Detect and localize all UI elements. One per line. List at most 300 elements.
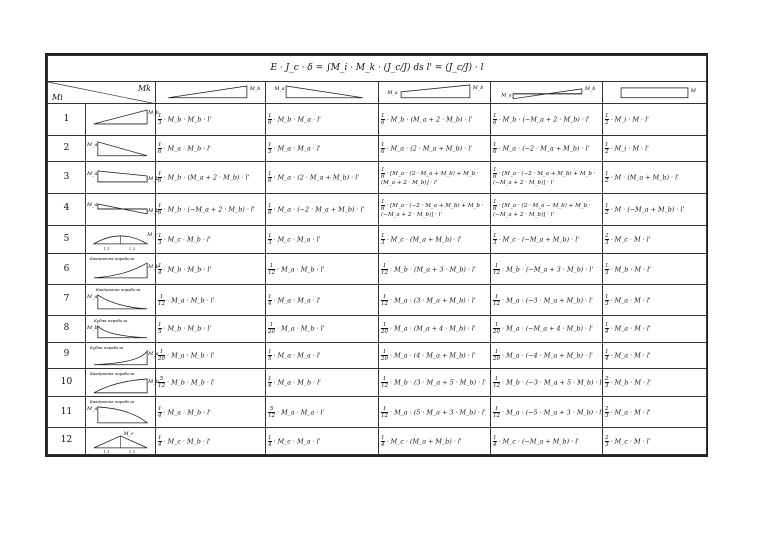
svg-text:l_1: l_1 [103, 448, 110, 455]
denominator: 4 [158, 412, 162, 419]
formula-text: · M_c · M_a · l' [273, 235, 321, 244]
svg-text:M_a: M_a [274, 85, 285, 92]
moment-diagram-icon [86, 316, 155, 342]
denominator: 12 [493, 269, 500, 276]
formula-text: · M_b · (−M_a + 2 · M_b) · l' [498, 115, 590, 124]
row-number: 7 [48, 285, 86, 316]
formula-text: · M · (M_a + M_b) · l' [610, 173, 679, 182]
svg-text:M_a: M_a [148, 350, 159, 357]
numerator: 1 [158, 142, 162, 149]
fraction [605, 294, 609, 307]
row-number: 6 [48, 254, 86, 285]
formula-cell [379, 254, 491, 285]
row-number: 8 [48, 316, 86, 343]
moment-diagram-icon [86, 285, 155, 315]
formula-text: · M_b · (M_a + 2 · M_b) · l' [163, 173, 250, 182]
formula-cell [491, 316, 603, 343]
fraction [493, 167, 497, 180]
numerator: 1 [605, 170, 609, 177]
row-number: 3 [48, 161, 86, 193]
numerator: 1 [268, 434, 272, 441]
numerator: 1 [605, 348, 609, 355]
svg-text:M_b: M_b [148, 378, 159, 385]
moment-diagram-icon [86, 428, 155, 454]
numerator: 2 [605, 405, 609, 412]
svg-text:M_a: M_a [501, 92, 512, 99]
numerator: 2 [605, 375, 609, 382]
formula-cell [491, 368, 603, 397]
rectangle-icon [603, 82, 706, 104]
formula-cell [603, 368, 707, 397]
formula-text: · M_a · M · l' [610, 351, 651, 360]
formula-cell [156, 368, 266, 397]
denominator: 3 [493, 240, 497, 247]
fraction [493, 294, 500, 307]
numerator: 1 [605, 202, 609, 209]
formula-cell [266, 368, 379, 397]
formula-cell [156, 225, 266, 254]
formula-cell [603, 342, 707, 368]
denominator: 12 [381, 269, 388, 276]
formula-text: · M_c · (M_a + M_b) · l' [386, 437, 462, 446]
numerator: 1 [493, 142, 497, 149]
row-number: 9 [48, 342, 86, 368]
table-row [48, 368, 707, 397]
formula-text: · M_a · M_b · l' [277, 324, 325, 333]
formula: E · J_c · δ = ∫M_i · M_k · (J_c/J) ds l' = (J_c/J) · l [48, 56, 707, 82]
formula-cell [266, 254, 379, 285]
svg-text:M_c: M_c [123, 431, 134, 438]
formula-text: · [M_a · (−2 · M_a + M_b) + M_b · (−M_a + 2 · M_b)] · l' [381, 203, 484, 219]
fraction [605, 113, 609, 126]
table-row [48, 285, 707, 316]
table-row [48, 254, 707, 285]
formula-text: · M_b · M · l' [610, 378, 651, 387]
fraction [381, 263, 388, 276]
moment-diagram-icon [86, 343, 159, 368]
fraction [381, 406, 388, 419]
moment-diagram-icon [86, 136, 155, 161]
denominator: 3 [605, 382, 609, 389]
formula-cell [156, 136, 266, 162]
table-row [48, 316, 707, 343]
numerator: 1 [158, 322, 162, 329]
numerator: 5 [159, 375, 164, 382]
formula-cell [379, 161, 491, 193]
formula-text: · M_a · (−M_a + 4 · M_b) · l' [502, 324, 593, 333]
formula-text: · [M_a · (2 · M_a − M_b) + M_b · (−M_a + 2 · M_b)] · l' [493, 203, 591, 219]
fraction [158, 142, 162, 155]
formula-cell [266, 428, 379, 455]
formula-cell [603, 285, 707, 316]
moment-diagram-icon [86, 369, 159, 397]
formula-cell [491, 254, 603, 285]
svg-text:l_2: l_2 [129, 245, 136, 251]
formula-cell [603, 136, 707, 162]
formula-text: · M_a · (M_a + 4 · M_b) · l' [390, 324, 476, 333]
numerator: 1 [268, 170, 272, 177]
numerator: 1 [381, 167, 385, 174]
row-number: 11 [48, 397, 86, 428]
denominator: 3 [605, 441, 609, 448]
formula-cell [156, 104, 266, 136]
fraction [605, 435, 609, 448]
formula-cell [266, 316, 379, 343]
numerator: 1 [494, 405, 499, 412]
row-diagram [86, 161, 159, 193]
formula-text: · M_a · (−3 · M_a + M_b) · l' [502, 296, 593, 305]
corner-cell [48, 81, 156, 104]
numerator: 1 [605, 322, 609, 329]
numerator: 1 [268, 233, 272, 240]
formula-text: · M_c · M_a · l' [273, 437, 321, 446]
formula-cell [603, 397, 707, 428]
numerator: 1 [605, 293, 609, 300]
denominator: 12 [158, 382, 165, 389]
row-diagram [86, 342, 159, 368]
formula-text: · M_a · (4 · M_a + M_b) · l' [390, 351, 476, 360]
denominator: 20 [158, 355, 165, 362]
numerator: 1 [382, 322, 387, 329]
denominator: 20 [493, 329, 500, 336]
formula-text: · M_a · M_a · l' [273, 351, 321, 360]
row-diagram [86, 285, 156, 316]
svg-text:M_b: M_b [584, 85, 596, 92]
formula-text: · M_b · (−M_a + 2 · M_b) · l' [163, 205, 255, 214]
formula-text: · M_a · M_b · l' [273, 378, 321, 387]
denominator: 12 [381, 412, 388, 419]
fraction [268, 406, 275, 419]
table-row [48, 397, 707, 428]
svg-text:M: M [690, 87, 696, 94]
formula-cell [156, 316, 266, 343]
denominator: 2 [605, 177, 609, 184]
formula-text: · M_b · (M_a + 3 · M_b) · l' [390, 265, 476, 274]
label-mi: Mi [52, 92, 63, 102]
formula-cell [379, 428, 491, 455]
row-diagram [86, 104, 159, 136]
fraction [605, 349, 609, 362]
numerator: 1 [381, 233, 385, 240]
denominator: 3 [158, 120, 162, 127]
col-diagram-5 [603, 81, 707, 104]
numerator: 1 [269, 322, 274, 329]
denominator: 12 [268, 412, 275, 419]
fraction [381, 349, 388, 362]
svg-text:Кубна парабола: Кубна парабола [93, 318, 128, 324]
formula-cell [491, 285, 603, 316]
formula-cell [266, 104, 379, 136]
svg-text:M_a: M_a [86, 201, 98, 208]
fraction [158, 349, 165, 362]
row-diagram [86, 428, 156, 455]
numerator: 5 [269, 405, 274, 412]
formula-text: · [M_a · (−2 · M_a + M_b) + M_b · (−M_a + 2 · M_b)] · l' [493, 171, 596, 187]
numerator: 1 [158, 113, 162, 120]
denominator: 20 [381, 329, 388, 336]
numerator: 1 [493, 233, 497, 240]
table-row [48, 428, 707, 455]
row-diagram [86, 397, 156, 428]
formula-text: · M_a · (−4 · M_a + M_b) · l' [502, 351, 593, 360]
formula-text: · M_a · (5 · M_a + 3 · M_b) · l' [390, 408, 486, 417]
fraction [158, 233, 162, 246]
svg-text:M_b: M_b [148, 207, 159, 214]
formula-text: · M_c · M · l' [610, 437, 651, 446]
formula-text: · M_c · M_b · l' [163, 235, 211, 244]
numerator: 1 [158, 434, 162, 441]
denominator: 3 [268, 240, 272, 247]
fraction [493, 142, 497, 155]
formula-cell [266, 193, 379, 225]
fraction [268, 294, 272, 307]
denominator: 6 [493, 174, 497, 181]
denominator: 4 [493, 441, 497, 448]
formula-text: · M_b · M_a · l' [273, 115, 321, 124]
denominator: 2 [605, 120, 609, 127]
numerator: 1 [382, 262, 387, 269]
denominator: 20 [381, 355, 388, 362]
formula-text: · M_c · (−M_a + M_b) · l' [498, 437, 580, 446]
formula-cell [156, 342, 266, 368]
formula-text: · M_b · (−M_a + 3 · M_b) · l' [502, 265, 594, 274]
formula-cell [266, 136, 379, 162]
svg-text:Кубна парабола: Кубна парабола [89, 344, 124, 350]
fraction [381, 294, 388, 307]
fraction [493, 435, 497, 448]
denominator: 20 [268, 329, 275, 336]
svg-text:M_a: M_a [387, 89, 398, 96]
svg-text:M_a: M_a [86, 142, 98, 149]
formula-cell [379, 397, 491, 428]
formula-text: · M_a · (2 · M_a + M_b) · l' [386, 144, 473, 153]
numerator: 2 [605, 233, 609, 240]
formula-cell [156, 254, 266, 285]
fraction [158, 406, 162, 419]
col-diagram-1 [156, 81, 266, 104]
row-diagram [86, 193, 159, 225]
fraction [605, 233, 609, 246]
formula-cell [266, 225, 379, 254]
table-row [48, 342, 707, 368]
formula-cell [603, 193, 707, 225]
svg-text:l_1: l_1 [103, 245, 110, 251]
fraction [493, 113, 497, 126]
denominator: 6 [268, 120, 272, 127]
triangle-left-icon [266, 82, 378, 104]
numerator: 1 [269, 262, 274, 269]
numerator: 1 [493, 199, 497, 206]
fraction [381, 376, 388, 389]
fraction [268, 113, 272, 126]
denominator: 6 [158, 209, 162, 216]
col-diagram-3 [379, 81, 491, 104]
moment-diagram-icon [86, 226, 158, 254]
formula-text: · M_b · (−3 · M_a + 5 · M_b) · l' [502, 378, 604, 387]
row-number: 5 [48, 225, 86, 254]
formula-text: · M_i · M · l' [610, 115, 649, 124]
svg-text:M_b: M_b [148, 264, 159, 271]
formula-cell [266, 285, 379, 316]
formula-text: · M · (−M_a + M_b) · l' [610, 205, 685, 214]
denominator: 12 [493, 300, 500, 307]
moment-diagram-icon [86, 397, 155, 427]
denominator: 6 [381, 149, 385, 156]
formula-text: · M_a · M_b · l' [167, 296, 215, 305]
row-number: 12 [48, 428, 86, 455]
header-row [48, 81, 707, 104]
denominator: 12 [493, 382, 500, 389]
svg-text:M_a: M_a [86, 170, 98, 177]
numerator: 1 [158, 405, 162, 412]
denominator: 6 [493, 120, 497, 127]
svg-text:M_b: M_b [86, 324, 98, 331]
fraction [268, 171, 272, 184]
formula-cell [491, 225, 603, 254]
numerator: 1 [382, 293, 387, 300]
fraction [493, 322, 500, 335]
formula-cell [379, 193, 491, 225]
fraction [493, 199, 497, 212]
numerator: 1 [605, 262, 609, 269]
formula-cell [156, 397, 266, 428]
numerator: 1 [381, 142, 385, 149]
denominator: 4 [158, 269, 162, 276]
numerator: 1 [268, 348, 272, 355]
fraction [605, 406, 609, 419]
denominator: 3 [605, 412, 609, 419]
numerator: 1 [493, 113, 497, 120]
formula-text: · M_a · M · l' [610, 324, 651, 333]
formula-text: · M_b · M_b · l' [167, 378, 215, 387]
formula-cell [156, 285, 266, 316]
denominator: 4 [268, 441, 272, 448]
numerator: 1 [493, 434, 497, 441]
formula-text: · M_c · (−M_a + M_b) · l' [498, 235, 580, 244]
denominator: 3 [381, 240, 385, 247]
formula-cell [491, 193, 603, 225]
denominator: 12 [268, 269, 275, 276]
formula-cell [491, 104, 603, 136]
row-number: 2 [48, 136, 86, 162]
denominator: 4 [605, 355, 609, 362]
numerator: 1 [382, 348, 387, 355]
denominator: 6 [381, 206, 385, 213]
denominator: 12 [381, 382, 388, 389]
trapezoid-icon [379, 82, 490, 104]
formula-text: · M_c · M · l' [610, 235, 651, 244]
formula-cell [266, 397, 379, 428]
formula-cell [379, 368, 491, 397]
numerator: 1 [605, 142, 609, 149]
denominator: 12 [381, 300, 388, 307]
fraction [268, 322, 275, 335]
fraction [268, 435, 272, 448]
table-row [48, 104, 707, 136]
formula-text: · M_a · M_b · l' [163, 144, 211, 153]
fraction [493, 263, 500, 276]
row-diagram [86, 225, 156, 254]
formula-text: · M_a · (−5 · M_a + 3 · M_b) · l' [502, 408, 604, 417]
row-diagram [86, 136, 156, 162]
formula-text: · M_a · (2 · M_a + M_b) · l' [273, 173, 360, 182]
formula-cell [603, 428, 707, 455]
formula-text: · M_b · (3 · M_a + 5 · M_b) · l' [390, 378, 486, 387]
col-diagram-4 [491, 81, 603, 104]
fraction [381, 233, 385, 246]
fraction [268, 376, 272, 389]
integration-table [45, 53, 708, 457]
denominator: 6 [268, 177, 272, 184]
fraction [158, 376, 165, 389]
numerator: 1 [382, 375, 387, 382]
row-number: 10 [48, 368, 86, 397]
formula-cell [491, 161, 603, 193]
fraction [268, 349, 272, 362]
formula-text: · M_b · M_b · l' [163, 115, 212, 124]
formula-text: · M_a · M · l' [610, 408, 651, 417]
denominator: 6 [381, 174, 385, 181]
table-row [48, 193, 707, 225]
moment-diagram-icon [86, 254, 159, 284]
denominator: 4 [268, 382, 272, 389]
moment-diagram-icon [86, 194, 159, 225]
svg-text:Квадратна парабола: Квадратна парабола [89, 370, 135, 376]
svg-text:M_b: M_b [148, 110, 159, 117]
formula-text: · M_a · M_b · l' [277, 265, 325, 274]
formula-text: · M_a · M_a · l' [273, 144, 321, 153]
formula-cell [266, 342, 379, 368]
numerator: 1 [494, 322, 499, 329]
numerator: 1 [381, 199, 385, 206]
formula-text: · [M_a · (2 · M_a + M_b) + M_b · (M_a + 2 · M_b)] · l' [381, 171, 479, 187]
denominator: 6 [493, 149, 497, 156]
numerator: 1 [159, 293, 164, 300]
denominator: 20 [493, 355, 500, 362]
fraction [381, 142, 385, 155]
fraction [605, 322, 609, 335]
svg-text:M_b: M_b [472, 84, 484, 91]
denominator: 4 [605, 329, 609, 336]
formula-text: · M_a · (−2 · M_a + M_b) · l' [273, 205, 365, 214]
fraction [158, 294, 165, 307]
numerator: 1 [158, 170, 162, 177]
formula-cell [379, 104, 491, 136]
formula-cell [603, 104, 707, 136]
svg-text:M_b: M_b [148, 175, 159, 182]
formula-text: · M_c · M_b · l' [163, 437, 211, 446]
denominator: 12 [158, 300, 165, 307]
fraction [381, 435, 385, 448]
formula-cell [491, 136, 603, 162]
formula-text: · M_a · M_b · l' [163, 408, 211, 417]
formula-text: · M_a · M_a · l' [277, 408, 325, 417]
numerator: 1 [159, 348, 164, 355]
numerator: 1 [268, 375, 272, 382]
fraction [605, 142, 609, 155]
fraction [381, 113, 385, 126]
fraction [493, 406, 500, 419]
fraction [158, 435, 162, 448]
denominator: 3 [605, 269, 609, 276]
formula-text: · M_b · M · l' [610, 265, 651, 274]
numerator: 1 [493, 167, 497, 174]
fraction [493, 376, 500, 389]
numerator: 1 [158, 233, 162, 240]
numerator: 1 [268, 113, 272, 120]
numerator: 1 [268, 202, 272, 209]
formula-cell [379, 136, 491, 162]
